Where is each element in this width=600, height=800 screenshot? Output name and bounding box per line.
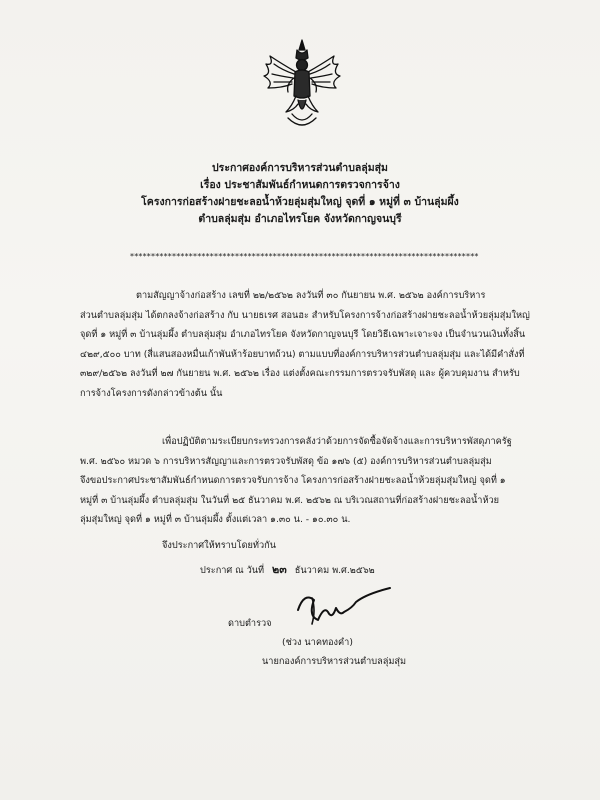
announce-line: จึงประกาศให้ทราบโดยทั่วกัน (162, 540, 276, 551)
paragraph-contract (80, 286, 540, 403)
paragraph-line: ส่วนตำบลลุ่มสุ่ม ได้ตกลงจ้างก่อสร้าง กับ นายธเรศ สอนฮะ สำหรับโครงการจ้างก่อสร้างฝายชะลอน้ำห้วยลุ่มสุ่มใหญ่ (80, 309, 530, 321)
announcement-header (0, 160, 600, 228)
paragraph-line: ๔๒๙,๕๐๐ บาท (สี่แสนสองหมื่นเก้าพันห้าร้อยบาทถ้วน) ตามแบบที่องค์การบริหารส่วนตำบลลุ่มสุ่ม และได้มีคำสั่งที่ (80, 348, 525, 360)
paragraph-line: เพื่อปฏิบัติตามระเบียบกระทรวงการคลังว่าด้วยการจัดซื้อจัดจ้างและการบริหารพัสดุภาครัฐ (162, 436, 512, 447)
header-location: ตำบลลุ่มสุ่ม อำเภอไทรโยค จังหวัดกาญจนบุรี (198, 213, 402, 225)
header-title: ประกาศองค์การบริหารส่วนตำบลลุ่มสุ่ม (212, 162, 388, 174)
paragraph-line: ตามสัญญาจ้างก่อสร้าง เลขที่ ๒๒/๒๕๖๒ ลงวันที่ ๓๐ กันยายน พ.ศ. ๒๕๖๒ องค์การบริหาร (136, 290, 486, 301)
separator-line: *********************************************************************************** (130, 252, 479, 261)
date-line (200, 560, 375, 578)
garuda-emblem-icon (252, 34, 352, 134)
paragraph-line: ๓๒๙/๒๕๖๒ ลงวันที่ ๒๗ กันยายน พ.ศ. ๒๕๖๒ เรื่อง แต่งตั้งคณะกรรมการตรวจรับพัสดุ และ ผู้ควบคุมงาน สำหรับ (80, 368, 520, 379)
paragraph-line: ลุ่มสุ่มใหญ่ จุดที่ ๑ หมู่ที่ ๓ บ้านลุ่มผึ้ง ตั้งแต่เวลา ๑.๓๐ น. - ๑๐.๓๐ น. (80, 514, 351, 525)
date-suffix: ธันวาคม พ.ศ.๒๕๖๒ (294, 565, 375, 576)
paragraph-line: พ.ศ. ๒๕๖๐ หมวด ๖ การบริหารสัญญาและการตรวจรับพัสดุ ข้อ ๑๗๖ (๕) องค์การบริหารส่วนตำบลลุ่มสุ่ม (80, 455, 492, 467)
date-prefix: ประกาศ ณ วันที่ (200, 565, 265, 576)
paragraph-line: จึงขอประกาศประชาสัมพันธ์กำหนดการตรวจรับการจ้าง โครงการก่อสร้างฝายชะลอน้ำห้วยลุ่มสุ่มใหญ่ จุดที่ ๑ (80, 475, 506, 486)
header-project: โครงการก่อสร้างฝายชะลอน้ำห้วยลุ่มสุ่มใหญ่ จุดที่ ๑ หมู่ที่ ๓ บ้านลุ่มผึ้ง (141, 196, 459, 208)
date-day: ๒๓ (272, 563, 287, 576)
paragraph-line: หมู่ที่ ๓ บ้านลุ่มผึ้ง ตำบลลุ่มสุ่ม ในวันที่ ๒๕ ธันวาคม พ.ศ. ๒๕๖๒ ณ บริเวณสถานที่ก่อสร้างฝายชะลอน้ำห้วย (80, 494, 500, 506)
signature-position: นายกองค์การบริหารส่วนตำบลลุ่มสุ่ม (262, 656, 407, 667)
paragraph-line: การจ้างโครงการดังกล่าวข้างต้น นั้น (80, 387, 223, 399)
header-subject: เรื่อง ประชาสัมพันธ์กำหนดการตรวจการจ้าง (200, 179, 400, 191)
paragraph-inspection (80, 432, 540, 530)
handwritten-signature (294, 586, 394, 628)
paragraph-line: จุดที่ ๑ หมู่ที่ ๓ บ้านลุ่มผึ้ง ตำบลลุ่มสุ่ม อำเภอไทรโยค จังหวัดกาญจนบุรี โดยวิธีเฉพาะเจาะจง เป็นจำนวนเงินทั้งสิ้น (80, 329, 526, 340)
signature-rank: ดาบตำรวจ (228, 618, 272, 629)
signature-name: (ช่วง นาคทองคำ) (282, 637, 353, 648)
